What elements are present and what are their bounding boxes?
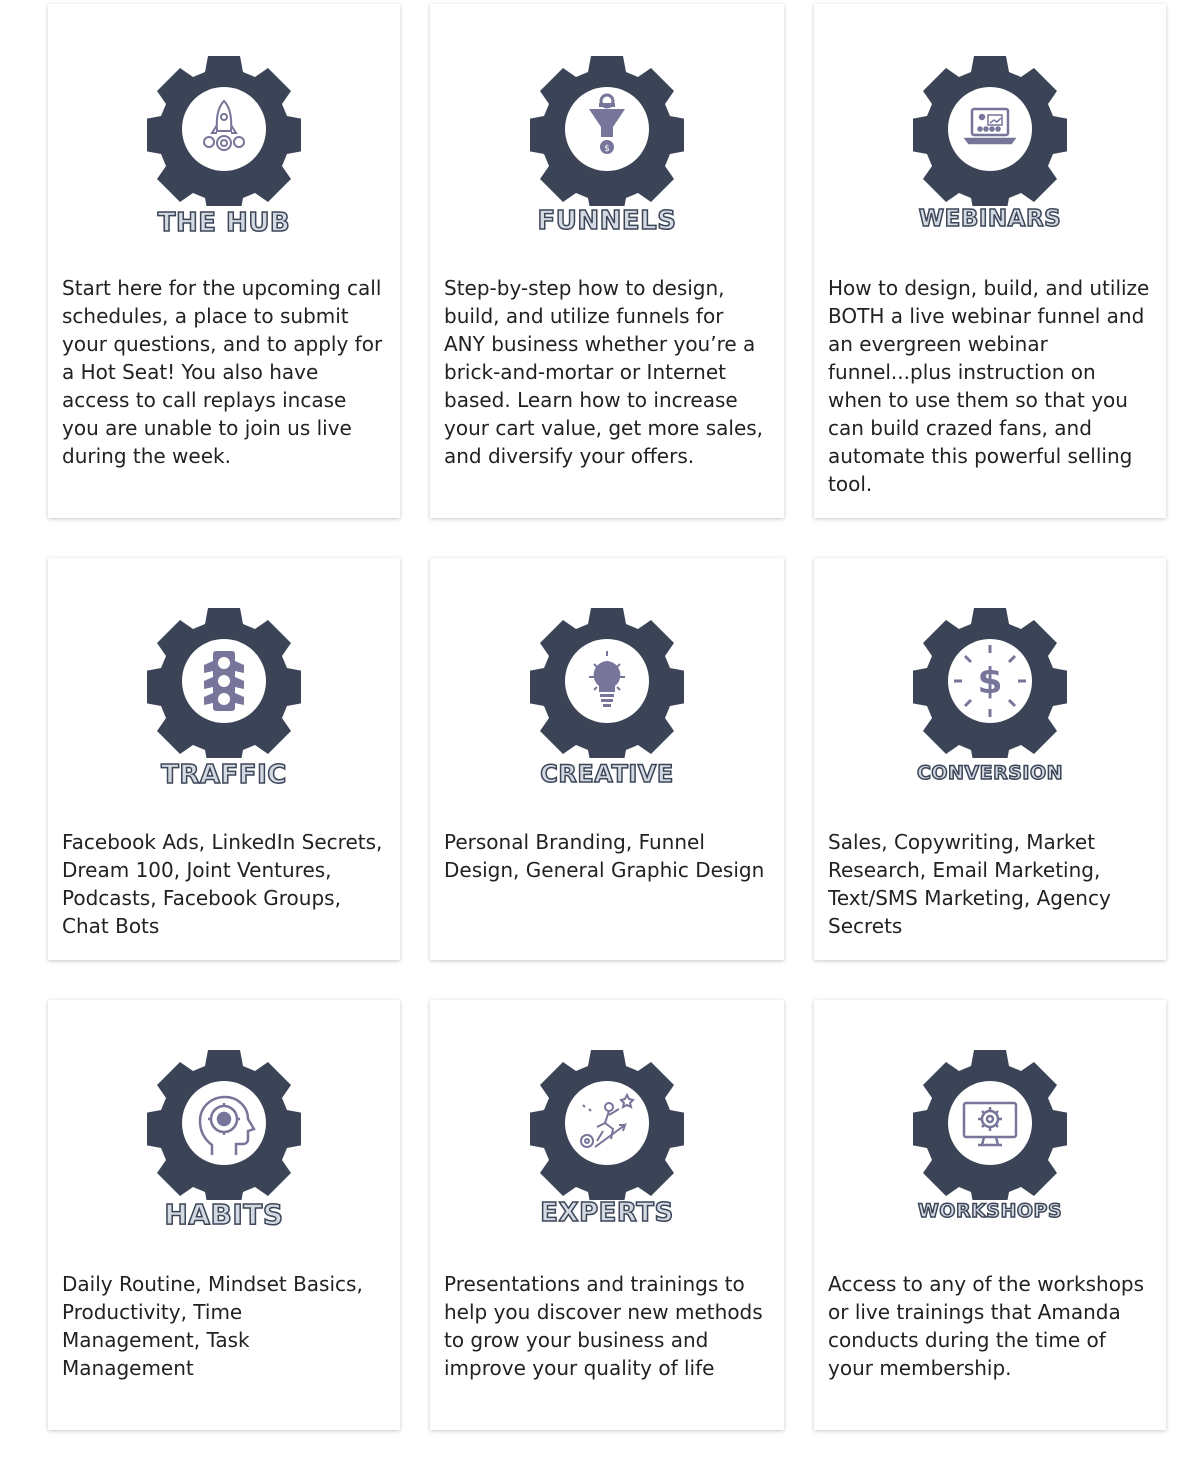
card-title: CREATIVE: [540, 760, 674, 788]
card-traffic[interactable]: [48, 558, 400, 960]
monitor-gear-icon: [948, 1081, 1032, 1165]
laptop-presentation-icon: [948, 87, 1032, 171]
card-title: CONVERSION: [916, 762, 1064, 784]
card-description: Access to any of the workshops or live trainings that Amanda conducts during the time of your membership.: [828, 1272, 1145, 1380]
card-conversion[interactable]: [814, 558, 1166, 960]
dollar-sign-icon: [948, 639, 1032, 723]
card-description: Facebook Ads, LinkedIn Secrets, Dream 100, Joint Ventures, Podcasts, Facebook Groups, Chat Bots: [62, 830, 383, 938]
gear-icon: [913, 52, 1067, 206]
card-description: Presentations and trainings to help you discover new methods to grow your business and improve your quality of life: [444, 1272, 763, 1380]
card-title: HABITS: [164, 1198, 284, 1231]
svg-text:$: $: [977, 661, 1003, 702]
card-title: TRAFFIC: [161, 760, 287, 790]
card-title: EXPERTS: [540, 1198, 674, 1228]
card-title: THE HUB: [157, 208, 291, 238]
card-the-hub[interactable]: [48, 4, 400, 518]
card-title: WEBINARS: [918, 206, 1062, 232]
card-description: Daily Routine, Mindset Basics, Productivity, Time Management, Task Management: [62, 1272, 363, 1380]
card-description: Sales, Copywriting, Market Research, Email Marketing, Text/SMS Marketing, Agency Secrets: [828, 830, 1111, 938]
gear-icon: [530, 1046, 684, 1200]
gear-icon: [530, 604, 684, 758]
rocket-icon: [182, 87, 266, 171]
card-creative[interactable]: [430, 558, 784, 960]
gear-icon: [913, 604, 1067, 758]
card-workshops[interactable]: [814, 1000, 1166, 1430]
card-experts[interactable]: [430, 1000, 784, 1430]
card-description: Start here for the upcoming call schedules, a place to submit your questions, and to apply for a Hot Seat! You also have access to call replays incase you are unable to join us live during the week.: [62, 276, 383, 468]
gear-icon: [147, 604, 301, 758]
gear-icon: [147, 52, 301, 206]
card-description: Personal Branding, Funnel Design, General Graphic Design: [444, 830, 765, 882]
gear-icon: [913, 1046, 1067, 1200]
card-description: Step-by-step how to design, build, and utilize funnels for ANY business whether you’re a brick-and-mortar or Internet based. Learn how to increase your cart value, get more sales, and diversify your offers.: [444, 276, 764, 468]
card-webinars[interactable]: [814, 4, 1166, 518]
climbing-person-icon: [565, 1081, 649, 1165]
card-title: WORKSHOPS: [917, 1200, 1063, 1222]
card-description: How to design, build, and utilize BOTH a live webinar funnel and an evergreen webinar funnel...plus instruction on when to use them so that you can build crazed fans, and automate this powerful selling tool.: [828, 276, 1150, 496]
gear-icon: [530, 52, 684, 206]
card-title: FUNNELS: [537, 206, 677, 236]
head-brain-icon: [182, 1081, 266, 1165]
card-habits[interactable]: [48, 1000, 400, 1430]
lightbulb-icon: [565, 639, 649, 723]
card-funnels[interactable]: [430, 4, 784, 518]
svg-text:$: $: [604, 144, 610, 154]
gear-icon: [147, 1046, 301, 1200]
traffic-light-icon: [182, 639, 266, 723]
funnel-icon: [565, 87, 649, 171]
